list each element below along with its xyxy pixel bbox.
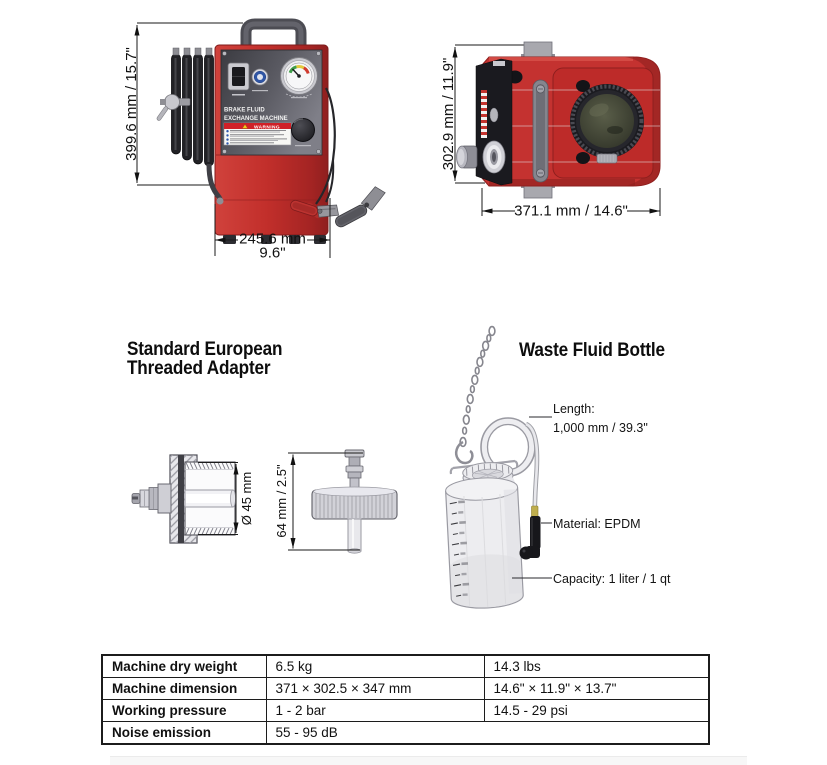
waste-bottle <box>444 461 523 610</box>
spec-metric-cell: 371 × 302.5 × 347 mm <box>266 678 484 700</box>
top-width-dim-label: 371.1 mm / 14.6" <box>514 202 628 220</box>
table-row <box>102 655 709 678</box>
panel-text-line1: BRAKE FLUID <box>224 107 265 114</box>
front-view-figure <box>120 8 420 280</box>
spec-metric-cell: 55 - 95 dB <box>266 722 709 745</box>
adapter-section-title <box>127 340 282 377</box>
bottle-length-annotation <box>553 400 648 438</box>
spec-imperial-cell: 14.5 - 29 psi <box>484 700 709 722</box>
front-edge-panel <box>457 59 513 185</box>
bottle-length-value: 1,000 mm / 39.3" <box>553 421 648 435</box>
bottle-material-annotation: Material: EPDM <box>553 517 641 531</box>
knob-edge <box>457 146 478 168</box>
adapter-title-line2: Threaded Adapter <box>127 356 271 379</box>
panel-text-line2: EXCHANGE MACHINE <box>224 116 288 122</box>
spec-name-cell: Machine dimension <box>102 678 266 700</box>
spec-name-cell: Noise emission <box>102 722 266 745</box>
adapter-figure <box>120 440 410 575</box>
front-panel <box>221 50 322 155</box>
gauge-edge <box>483 141 505 173</box>
spec-metric-cell: 6.5 kg <box>266 655 484 678</box>
top-depth-dim-label: 302.9 mm / 11.9" <box>440 57 457 171</box>
bottle-body <box>445 476 524 610</box>
bottle-section-title: Waste Fluid Bottle <box>519 339 665 361</box>
warning-label-edge <box>481 90 487 138</box>
spec-name-cell: Working pressure <box>102 700 266 722</box>
warning-label-title: WARNING <box>254 125 280 131</box>
table-row <box>102 700 709 722</box>
spec-table <box>101 654 710 745</box>
table-row <box>102 722 709 745</box>
adapter-len-dim-label: 64 mm / 2.5" <box>274 464 289 538</box>
adapter-side-view <box>312 450 397 553</box>
front-width-dim-mm: 245.6 mm <box>239 230 306 248</box>
spec-imperial-cell: 14.6" × 11.9" × 13.7" <box>484 678 709 700</box>
front-width-dim-in: 9.6" <box>259 244 286 262</box>
page-bottom-artifact <box>110 756 747 765</box>
adapter-dia-dim-label: Ø 45 mm <box>239 471 254 526</box>
table-row <box>102 678 709 700</box>
adapter-cross-section <box>132 455 236 543</box>
spec-metric-cell: 1 - 2 bar <box>266 700 484 722</box>
bottle-length-label: Length: <box>553 402 595 416</box>
bottle-figure <box>430 325 560 630</box>
warning-label <box>224 123 291 145</box>
front-height-dim-label: 399.6 mm / 15.7" <box>123 47 140 161</box>
top-housing <box>457 57 661 186</box>
sight-slot <box>533 80 548 182</box>
quick-connect-nipple <box>132 484 171 513</box>
epdm-connector <box>520 516 541 560</box>
top-view-figure <box>435 30 695 230</box>
bottle-capacity-annotation: Capacity: 1 liter / 1 qt <box>553 572 671 586</box>
adapter-title-line1: Standard European <box>127 338 283 360</box>
spec-imperial-cell: 14.3 lbs <box>484 655 709 678</box>
spec-name-cell: Machine dry weight <box>102 655 266 678</box>
battery-clamp-gray <box>329 184 390 229</box>
